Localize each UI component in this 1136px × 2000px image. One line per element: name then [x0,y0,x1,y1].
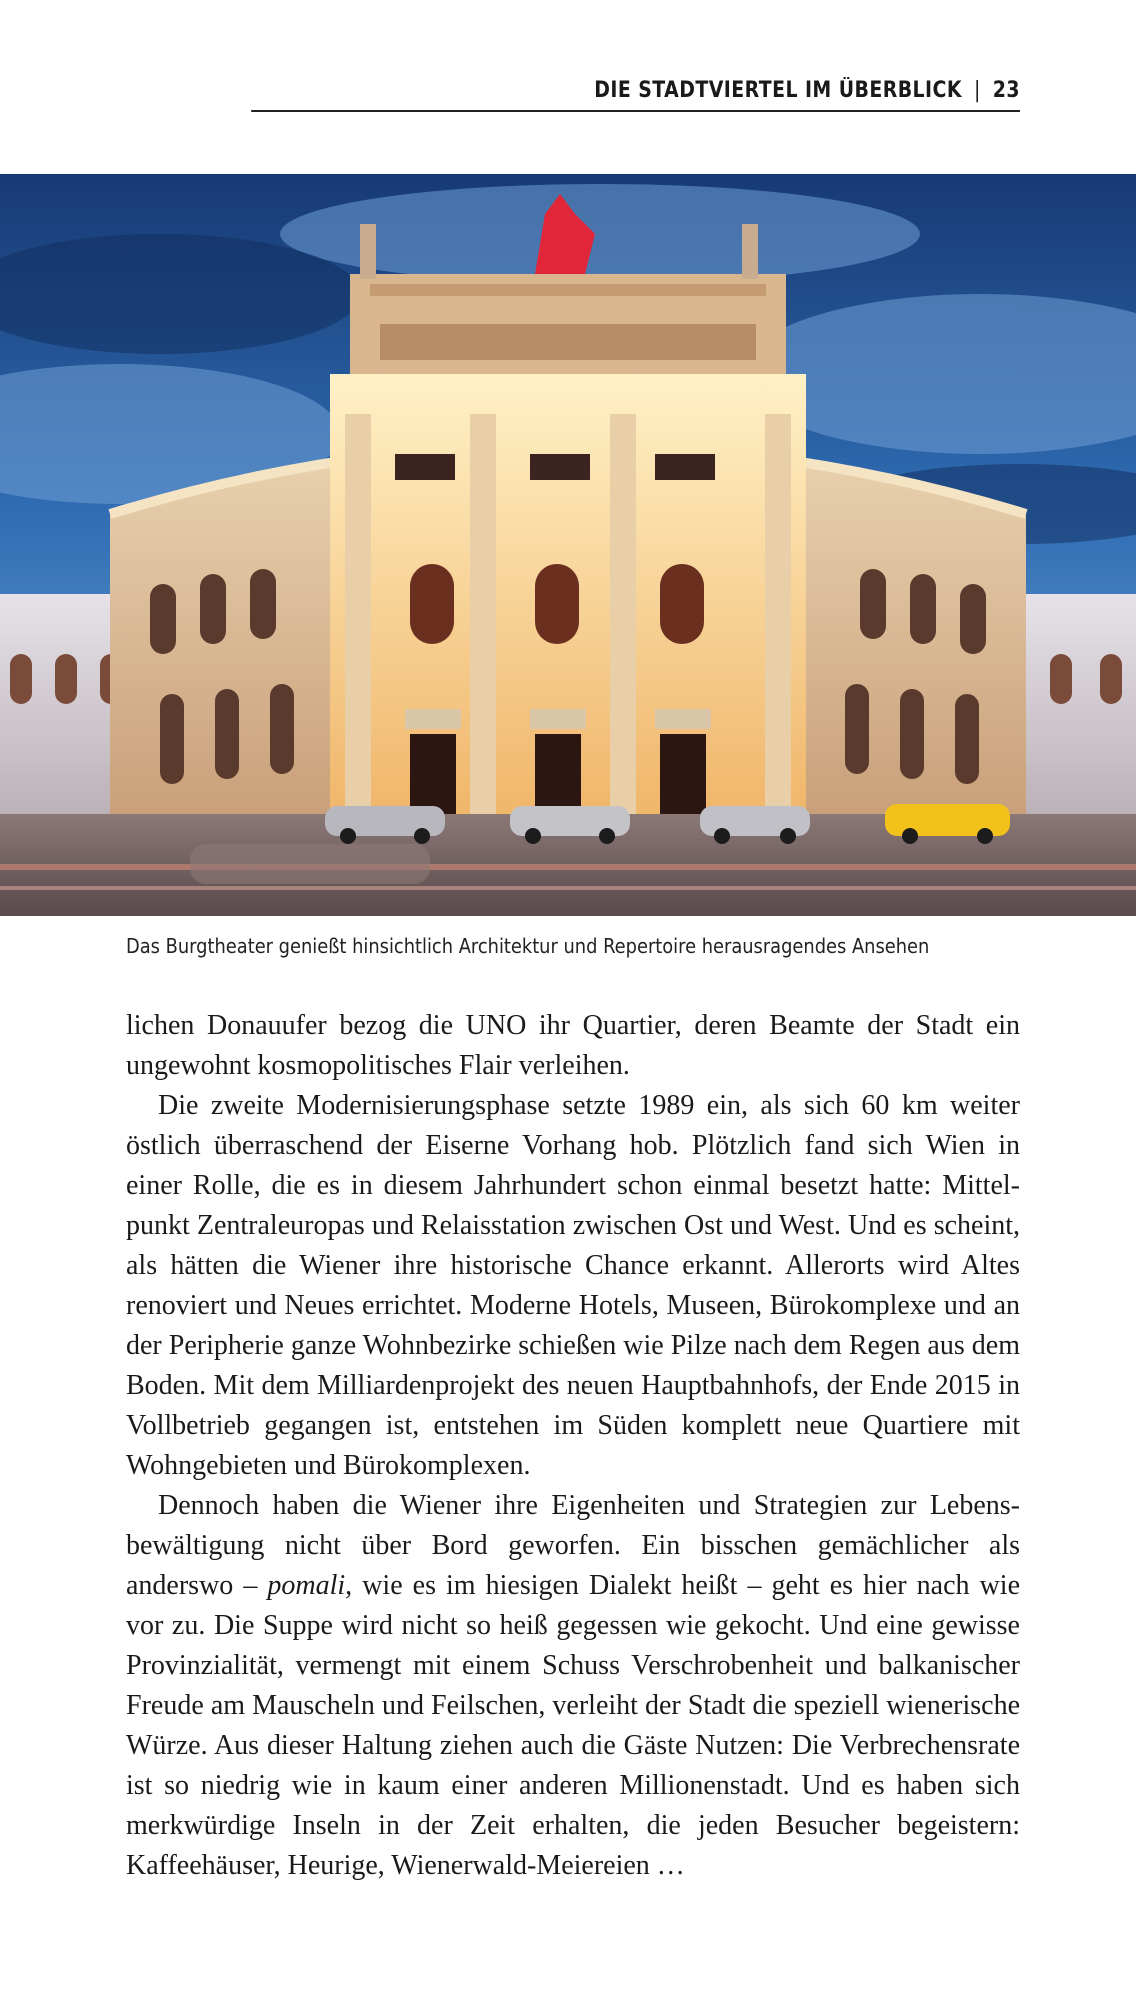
running-head [251,70,1020,112]
page-number: 23 [992,77,1020,103]
paragraph-3-part-2: wie es im hiesigen Dialekt heißt – geht es hier nach wie vor zu. Die Suppe wird nicht so heiß gegessen wie gekocht. Und eine gewisse Provinzialität, vermengt mit einem Schuss Verschrobenheit und balkanischer Freude am Mauscheln und Feilschen, verleiht der Stadt die speziell wienerische Würze. Aus dieser Haltung ziehen auch die Gäste Nutzen: Die Verbrechensrate ist so niedrig wie in kaum einer anderen Millionenstadt. Und es haben sich merkwürdige Inseln in der Zeit erhalten, die jeden Besucher begeistern: Kaffeehäuser, Heurige, Wienerwald-Meiereien … [126,1570,1020,1881]
burgtheater-illustration [0,174,1136,916]
section-title: DIE STADTVIERTEL IM ÜBERBLICK [594,77,962,103]
paragraph-2: Die zweite Modernisierungsphase setzte 1989 ein, als sich 60 km weiter östlich überraschend der Eiserne Vorhang hob. Plötzlich fand sich Wien in einer Rolle, die es in diesem Jahrhundert schon einmal besetzt hatte: Mittelpunkt Zentraleuropas und Relaisstation zwischen Ost und West. Und es scheint, als hätten die Wiener ihre historische Chance erkannt. Allerorts wird Altes renoviert und Neues errichtet. Moderne Hotels, Museen, Bürokomplexe und an der Peripherie ganze Wohnbezirke schießen wie Pilze nach dem Regen aus dem Boden. Mit dem Milliardenprojekt des neuen Hauptbahnhofs, der Ende 2015 in Vollbetrieb gegangen ist, entstehen im Süden komplett neue Quartiere mit Wohngebieten und Bürokomplexen. [126,1090,1020,1481]
body-text [126,1006,1020,1886]
paragraph-3 [126,1486,1020,1886]
paragraph-3-part-1: Dennoch haben die Wiener ihre Eigenheiten und Strategien zur Lebensbewältigung nicht über Bord geworfen. Ein bisschen gemächlicher als anderswo – [126,1490,1020,1601]
paragraph-1: lichen Donauufer bezog die UNO ihr Quartier, deren Beamte der Stadt ein ungewohnt kosmopolitisches Flair verleihen. [126,1010,1020,1081]
paragraph-3-italic-word: pomali, [267,1570,353,1601]
burgtheater-photo [0,174,1136,916]
header-separator: | [973,77,981,103]
figure-caption: Das Burgtheater genießt hinsichtlich Architektur und Repertoire herausragendes Ansehen [126,934,930,958]
